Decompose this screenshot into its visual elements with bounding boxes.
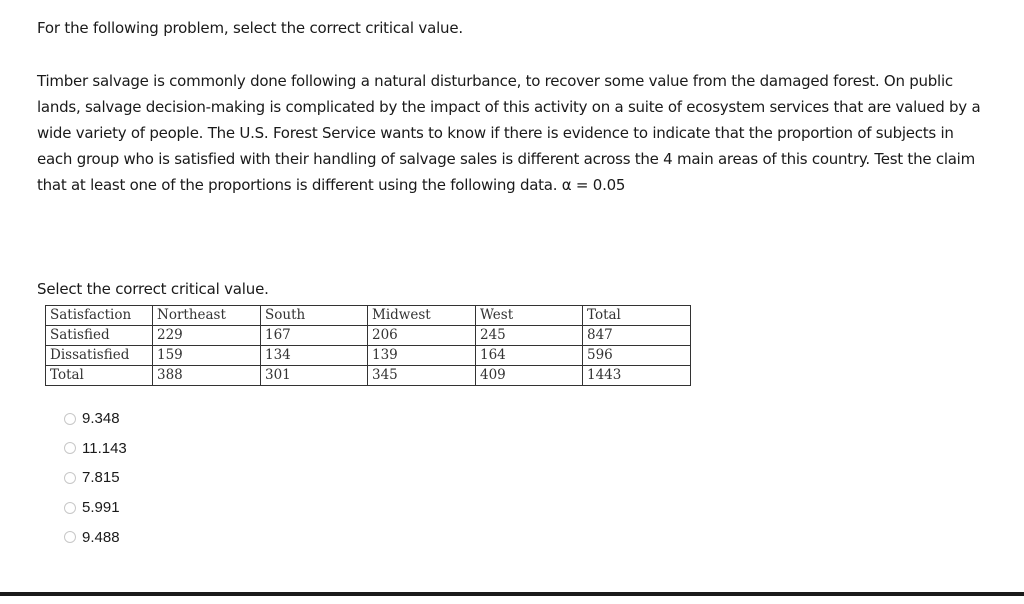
answer-option-label[interactable]: 9.488 (82, 528, 120, 546)
table-cell: 596 (583, 346, 691, 366)
radio-button[interactable] (64, 531, 76, 543)
table-cell: Dissatisfied (46, 346, 153, 366)
answer-option[interactable] (64, 493, 127, 523)
table-cell: 159 (153, 346, 261, 366)
instruction-text: For the following problem, select the correct critical value. (37, 19, 463, 37)
bottom-divider (0, 592, 1024, 596)
table-cell: Total (46, 366, 153, 386)
table-cell: 1443 (583, 366, 691, 386)
table-cell: 847 (583, 326, 691, 346)
radio-button[interactable] (64, 472, 76, 484)
table-cell: 167 (261, 326, 368, 346)
answer-option[interactable] (64, 522, 127, 552)
table-cell: 139 (368, 346, 476, 366)
answer-option[interactable] (64, 434, 127, 464)
radio-button[interactable] (64, 442, 76, 454)
answer-option-label[interactable]: 9.348 (82, 410, 120, 428)
table-cell: 409 (476, 366, 583, 386)
table-header-cell: Satisfaction (46, 306, 153, 326)
table-cell: 245 (476, 326, 583, 346)
table-cell: Satisfied (46, 326, 153, 346)
table-cell: 134 (261, 346, 368, 366)
table-cell: 229 (153, 326, 261, 346)
table-row (46, 366, 691, 386)
table-header-cell: Northeast (153, 306, 261, 326)
table-cell: 206 (368, 326, 476, 346)
answer-option-label[interactable]: 5.991 (82, 499, 120, 517)
table-header-cell: Total (583, 306, 691, 326)
table-header-cell: Midwest (368, 306, 476, 326)
answer-option-label[interactable]: 7.815 (82, 469, 120, 487)
answer-option[interactable] (64, 404, 127, 434)
subprompt-text: Select the correct critical value. (37, 280, 269, 298)
table-cell: 345 (368, 366, 476, 386)
table-row (46, 326, 691, 346)
table-cell: 164 (476, 346, 583, 366)
radio-button[interactable] (64, 413, 76, 425)
answer-options (64, 404, 127, 552)
data-table (45, 305, 691, 386)
radio-button[interactable] (64, 502, 76, 514)
table-cell: 388 (153, 366, 261, 386)
table-header-cell: South (261, 306, 368, 326)
answer-option[interactable] (64, 463, 127, 493)
answer-option-label[interactable]: 11.143 (82, 439, 127, 457)
table-header-cell: West (476, 306, 583, 326)
table-row (46, 346, 691, 366)
problem-text: Timber salvage is commonly done following a natural disturbance, to recover some value from the damaged forest. On public lands, salvage decision-making is complicated by the impact of this activity on a suite of ecosystem services that are valued by a wide variety of people. The U.S. Forest Service wants to know if there is evidence to indicate that the proportion of subjects in each group who is satisfied with their handling of salvage sales is different across the 4 main areas of this country. Test the claim that at least one of the proportions is different using the following data. α = 0.05 (37, 72, 981, 194)
table-header-row (46, 306, 691, 326)
table-cell: 301 (261, 366, 368, 386)
